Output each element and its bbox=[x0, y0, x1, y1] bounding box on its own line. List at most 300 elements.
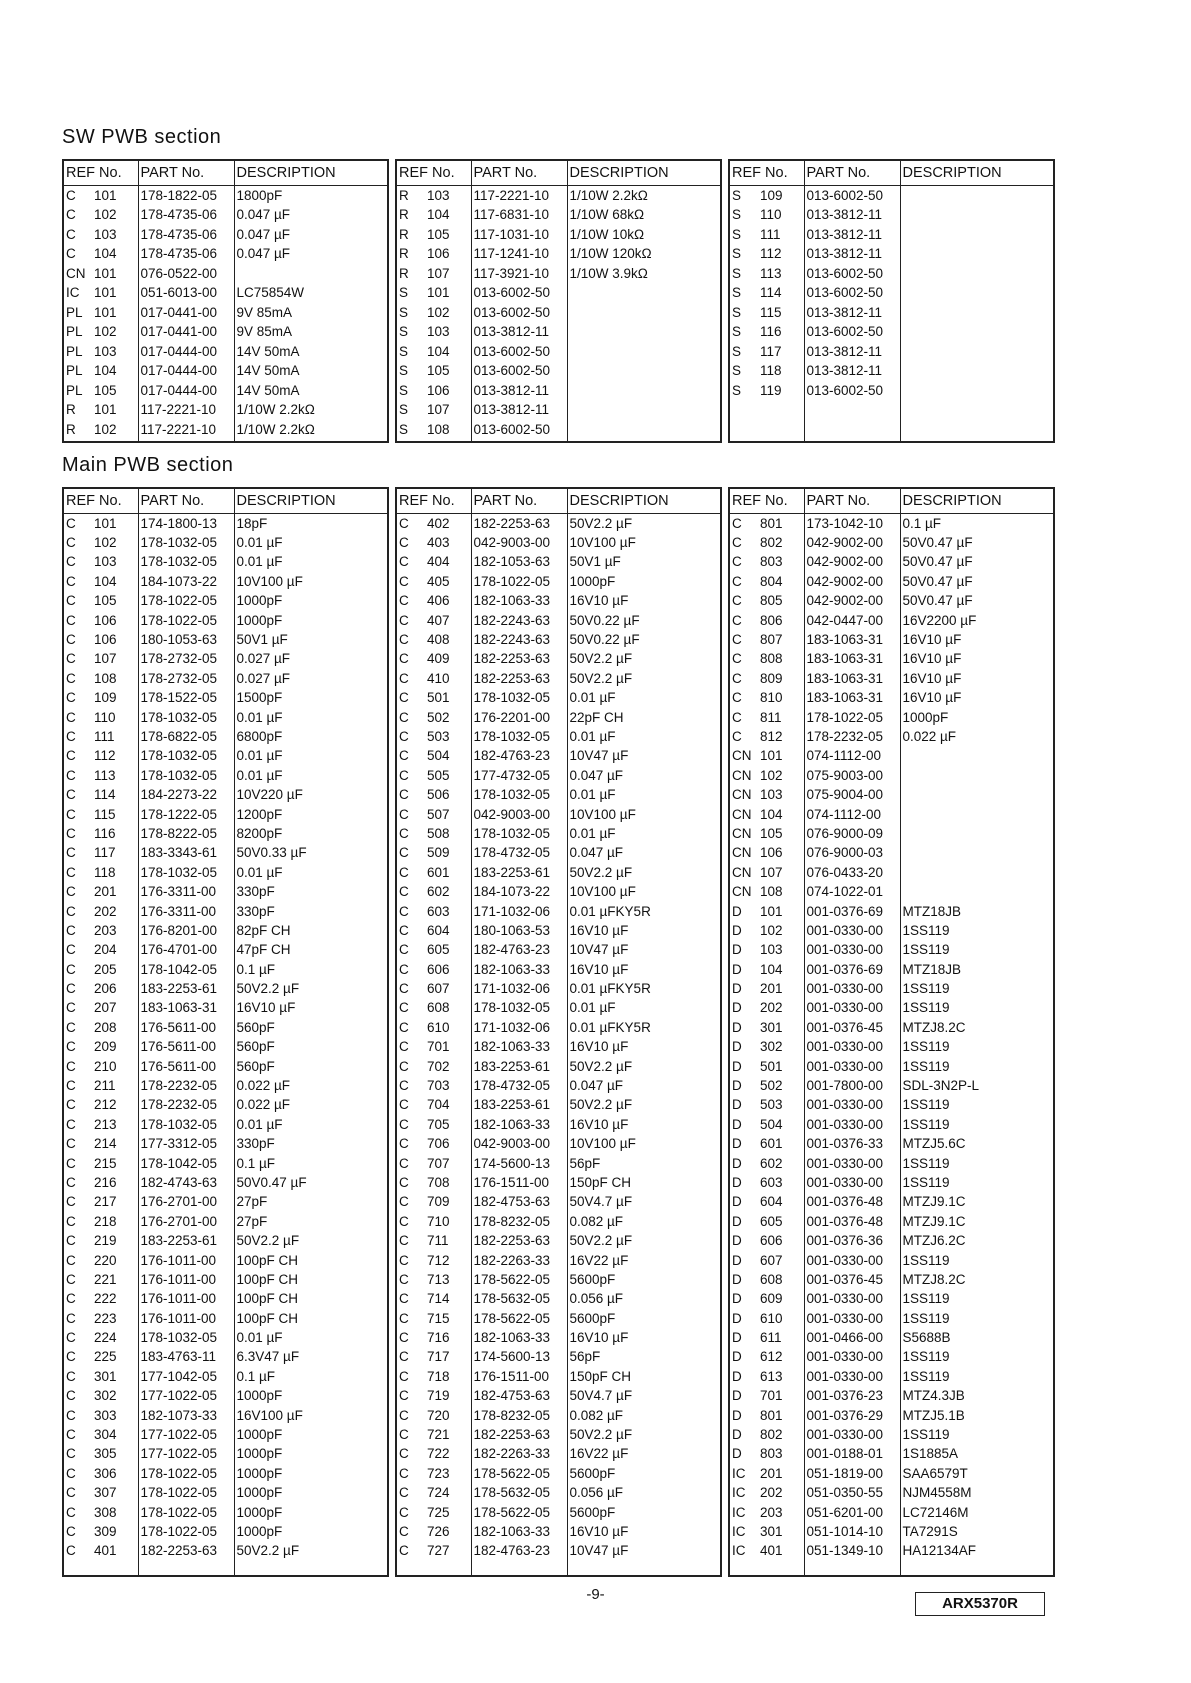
ref-no-cell bbox=[730, 630, 804, 649]
ref-prefix: C bbox=[66, 1427, 76, 1443]
part-no-cell: 178-5622-05 bbox=[471, 1464, 567, 1483]
part-no-cell: 042-9002-00 bbox=[804, 572, 900, 591]
part-no-cell: 001-0376-45 bbox=[804, 1018, 900, 1037]
description-cell: 1SS119 bbox=[902, 1252, 950, 1268]
table-row bbox=[730, 1328, 1053, 1347]
ref-prefix: D bbox=[732, 1252, 742, 1268]
table-row bbox=[730, 1231, 1053, 1250]
ref-no-cell bbox=[730, 1405, 804, 1424]
description-cell: 1SS119 bbox=[902, 1427, 950, 1443]
ref-number: 603 bbox=[427, 903, 450, 919]
part-no-cell: 076-9000-09 bbox=[804, 824, 900, 843]
table-row bbox=[64, 1153, 387, 1172]
ref-number: 501 bbox=[760, 1058, 783, 1074]
ref-prefix: C bbox=[66, 942, 76, 958]
ref-prefix: IC bbox=[732, 1524, 746, 1539]
ref-no-cell bbox=[397, 998, 471, 1017]
part-no-cell: 177-3312-05 bbox=[138, 1134, 234, 1153]
description-cell: 1000pF bbox=[236, 593, 283, 609]
description-cell bbox=[900, 843, 1053, 862]
ref-number: 113 bbox=[760, 265, 782, 281]
ref-no-cell bbox=[730, 1192, 804, 1211]
table-row bbox=[730, 1425, 1053, 1444]
table-row bbox=[397, 1037, 720, 1056]
ref-number: 606 bbox=[427, 961, 450, 977]
table-row bbox=[730, 843, 1053, 862]
table-row bbox=[397, 940, 720, 959]
description-cell: 0.022 µF bbox=[236, 1097, 291, 1113]
ref-no-cell bbox=[730, 1212, 804, 1231]
description-cell: 560pF bbox=[236, 1019, 275, 1035]
ref-number: 502 bbox=[427, 709, 450, 725]
ref-number: 809 bbox=[760, 670, 783, 686]
ref-no-cell bbox=[730, 727, 804, 746]
ref-no-cell bbox=[397, 1212, 471, 1231]
ref-no-cell bbox=[64, 1173, 138, 1192]
ref-number: 101 bbox=[94, 304, 117, 320]
description-cell: 27pF bbox=[236, 1213, 268, 1229]
table-row bbox=[730, 1464, 1053, 1483]
table-row bbox=[64, 1056, 387, 1075]
ref-number: 802 bbox=[760, 535, 783, 551]
ref-prefix: CN bbox=[732, 864, 752, 880]
part-no-cell: 178-5632-05 bbox=[471, 1289, 567, 1308]
ref-prefix: S bbox=[732, 324, 742, 340]
ref-number: 301 bbox=[760, 1019, 783, 1035]
description-cell: LC75854W bbox=[236, 285, 305, 301]
ref-number: 503 bbox=[427, 728, 450, 744]
ref-prefix: D bbox=[732, 1330, 742, 1346]
ref-prefix: S bbox=[732, 343, 742, 359]
ref-prefix: C bbox=[399, 612, 409, 628]
ref-number: 102 bbox=[760, 767, 783, 783]
table-row bbox=[397, 1076, 720, 1095]
sw-parts-table-2 bbox=[395, 159, 722, 443]
part-no-cell: 017-0444-00 bbox=[138, 381, 234, 401]
ref-no-cell bbox=[730, 1173, 804, 1192]
description-cell: 1SS119 bbox=[902, 1039, 950, 1055]
table-row bbox=[64, 882, 387, 901]
ref-prefix: C bbox=[399, 554, 409, 570]
part-no-cell: 013-6002-50 bbox=[804, 264, 900, 284]
table-row bbox=[397, 514, 720, 533]
description-cell: 0.1 µF bbox=[236, 1368, 276, 1384]
table-row bbox=[64, 1464, 387, 1483]
description-cell: 50V2.2 µF bbox=[236, 981, 300, 997]
ref-no-cell bbox=[397, 688, 471, 707]
ref-no-cell bbox=[730, 940, 804, 959]
table-row bbox=[730, 901, 1053, 920]
ref-number: 217 bbox=[94, 1194, 117, 1210]
ref-prefix: CN bbox=[732, 884, 752, 900]
ref-no-cell bbox=[397, 1095, 471, 1114]
ref-number: 103 bbox=[94, 343, 117, 359]
ref-prefix: C bbox=[399, 1174, 409, 1190]
ref-prefix: S bbox=[732, 363, 742, 379]
ref-no-cell bbox=[64, 1425, 138, 1444]
ref-prefix: C bbox=[399, 1252, 409, 1268]
table-row bbox=[397, 785, 720, 804]
table-row bbox=[397, 283, 720, 303]
description-cell: 330pF bbox=[236, 1136, 275, 1152]
ref-no-cell bbox=[730, 785, 804, 804]
ref-no-cell bbox=[64, 381, 138, 401]
part-no-header: PART No. bbox=[471, 161, 567, 186]
description-cell: 0.1 µF bbox=[902, 515, 942, 531]
ref-prefix: C bbox=[66, 632, 76, 648]
ref-no-cell bbox=[397, 824, 471, 843]
description-cell: 10V47 µF bbox=[569, 748, 629, 764]
part-no-cell: 171-1032-06 bbox=[471, 1018, 567, 1037]
ref-no-cell bbox=[64, 342, 138, 362]
ref-prefix: PL bbox=[66, 304, 83, 320]
ref-no-cell bbox=[730, 882, 804, 901]
ref-prefix: D bbox=[732, 1019, 742, 1035]
ref-no-cell bbox=[730, 1250, 804, 1269]
description-cell: MTZJ9.1C bbox=[902, 1194, 966, 1210]
part-no-cell: 075-9003-00 bbox=[804, 766, 900, 785]
table-row bbox=[397, 1134, 720, 1153]
part-no-cell: 184-2273-22 bbox=[138, 785, 234, 804]
ref-number: 712 bbox=[427, 1252, 450, 1268]
ref-prefix: C bbox=[66, 207, 76, 223]
table-row bbox=[730, 1192, 1053, 1211]
description-cell: 10V220 µF bbox=[236, 787, 303, 803]
description-cell: 0.01 µF bbox=[569, 825, 616, 841]
table-row bbox=[64, 322, 387, 342]
description-cell bbox=[900, 882, 1053, 901]
part-no-cell: 182-2243-63 bbox=[471, 610, 567, 629]
part-no-cell: 171-1032-06 bbox=[471, 979, 567, 998]
part-no-header: PART No. bbox=[471, 489, 567, 514]
ref-number: 709 bbox=[427, 1194, 450, 1210]
description-cell: 5600pF bbox=[569, 1504, 616, 1520]
table-row bbox=[397, 205, 720, 225]
ref-no-cell bbox=[730, 766, 804, 785]
part-no-cell: 013-3812-11 bbox=[471, 381, 567, 401]
ref-prefix: C bbox=[66, 1174, 76, 1190]
ref-number: 807 bbox=[760, 632, 783, 648]
table-row bbox=[730, 1289, 1053, 1308]
sw-parts-table-3 bbox=[728, 159, 1055, 443]
description-cell: 6800pF bbox=[236, 728, 283, 744]
part-no-cell: 182-2263-33 bbox=[471, 1444, 567, 1463]
ref-number: 224 bbox=[94, 1330, 117, 1346]
ref-prefix: C bbox=[66, 1097, 76, 1113]
part-no-cell: 182-4763-23 bbox=[471, 746, 567, 765]
ref-prefix: C bbox=[66, 1543, 76, 1559]
ref-number: 112 bbox=[760, 246, 782, 262]
ref-no-cell bbox=[730, 959, 804, 978]
ref-number: 723 bbox=[427, 1465, 450, 1481]
ref-no-cell bbox=[64, 630, 138, 649]
ref-prefix: R bbox=[399, 188, 409, 203]
ref-no-cell bbox=[397, 1483, 471, 1502]
ref-prefix: PL bbox=[66, 363, 83, 379]
table-row bbox=[64, 1095, 387, 1114]
part-no-cell: 182-2253-63 bbox=[471, 669, 567, 688]
ref-prefix: D bbox=[732, 1446, 742, 1462]
ref-prefix: C bbox=[399, 1485, 409, 1501]
ref-prefix: C bbox=[66, 922, 76, 938]
main-parts-table-2 bbox=[395, 487, 722, 1577]
ref-no-cell bbox=[64, 420, 138, 440]
description-cell: 16V10 µF bbox=[569, 1116, 629, 1132]
table-filler-row bbox=[730, 1561, 1053, 1575]
part-no-cell: 178-1032-05 bbox=[138, 552, 234, 571]
description-cell: MTZJ6.2C bbox=[902, 1233, 966, 1249]
part-no-cell: 182-1063-33 bbox=[471, 1328, 567, 1347]
ref-prefix: C bbox=[399, 1349, 409, 1365]
part-no-cell: 013-3812-11 bbox=[804, 205, 900, 225]
ref-no-cell bbox=[397, 863, 471, 882]
ref-prefix: CN bbox=[66, 265, 86, 281]
ref-prefix: C bbox=[399, 1271, 409, 1287]
table-row bbox=[64, 1212, 387, 1231]
ref-number: 503 bbox=[760, 1097, 783, 1113]
ref-no-cell bbox=[730, 1541, 804, 1560]
ref-prefix: C bbox=[399, 670, 409, 686]
part-no-cell: 001-0330-00 bbox=[804, 1367, 900, 1386]
ref-no-cell bbox=[397, 1386, 471, 1405]
ref-number: 101 bbox=[427, 285, 450, 301]
ref-prefix: C bbox=[399, 690, 409, 706]
table-row bbox=[397, 1405, 720, 1424]
description-cell: MTZ18JB bbox=[902, 903, 962, 919]
table-row bbox=[730, 361, 1053, 381]
description-cell: MTZJ9.1C bbox=[902, 1213, 966, 1229]
description-cell: 1000pF bbox=[236, 1504, 283, 1520]
ref-number: 219 bbox=[94, 1233, 117, 1249]
part-no-cell: 180-1063-53 bbox=[471, 921, 567, 940]
ref-prefix: CN bbox=[732, 806, 752, 822]
ref-no-cell bbox=[64, 1405, 138, 1424]
ref-number: 205 bbox=[94, 961, 117, 977]
main-parts-table-1 bbox=[62, 487, 389, 1577]
ref-prefix: C bbox=[66, 767, 76, 783]
table-row bbox=[397, 1309, 720, 1328]
table-row bbox=[64, 591, 387, 610]
part-no-cell: 178-2232-05 bbox=[138, 1095, 234, 1114]
ref-no-cell bbox=[397, 1192, 471, 1211]
table-row bbox=[730, 205, 1053, 225]
part-no-cell: 001-0376-69 bbox=[804, 901, 900, 920]
description-cell bbox=[567, 420, 720, 440]
sw-section-title: SW PWB section bbox=[62, 126, 222, 148]
part-no-cell: 013-6002-50 bbox=[471, 420, 567, 440]
ref-no-cell bbox=[64, 1056, 138, 1075]
table-row bbox=[64, 707, 387, 726]
ref-number: 212 bbox=[94, 1097, 117, 1113]
ref-number: 613 bbox=[760, 1368, 783, 1384]
ref-number: 401 bbox=[760, 1543, 783, 1559]
table-row bbox=[730, 1405, 1053, 1424]
ref-no-cell bbox=[730, 1367, 804, 1386]
ref-number: 701 bbox=[760, 1388, 783, 1404]
description-cell: 1SS119 bbox=[902, 1349, 950, 1365]
description-cell: 56pF bbox=[569, 1155, 601, 1171]
ref-number: 214 bbox=[94, 1136, 117, 1152]
description-cell: 1800pF bbox=[236, 188, 283, 203]
description-cell bbox=[900, 322, 1053, 342]
ref-no-cell bbox=[730, 824, 804, 843]
ref-no-cell bbox=[64, 610, 138, 629]
ref-no-cell bbox=[64, 843, 138, 862]
table-row bbox=[64, 979, 387, 998]
ref-number: 107 bbox=[427, 265, 450, 281]
ref-prefix: CN bbox=[732, 825, 752, 841]
ref-no-cell bbox=[397, 1076, 471, 1095]
description-cell: 50V2.2 µF bbox=[236, 1233, 300, 1249]
ref-no-cell bbox=[64, 959, 138, 978]
part-no-cell: 182-1063-33 bbox=[471, 1115, 567, 1134]
part-no-cell: 001-0466-00 bbox=[804, 1328, 900, 1347]
table-row bbox=[730, 264, 1053, 284]
description-cell: 18pF bbox=[236, 515, 268, 531]
part-no-cell: 001-0330-00 bbox=[804, 921, 900, 940]
ref-no-cell bbox=[64, 1522, 138, 1541]
description-cell: 16V10 µF bbox=[236, 1000, 296, 1016]
ref-number: 701 bbox=[427, 1039, 450, 1055]
ref-prefix: C bbox=[732, 709, 742, 725]
ref-prefix: C bbox=[66, 728, 76, 744]
ref-prefix: C bbox=[66, 1388, 76, 1404]
table-row bbox=[397, 649, 720, 668]
ref-number: 610 bbox=[427, 1019, 450, 1035]
ref-prefix: C bbox=[399, 515, 409, 531]
ref-prefix: C bbox=[399, 884, 409, 900]
table-filler-row bbox=[730, 400, 1053, 441]
ref-prefix: D bbox=[732, 1078, 742, 1094]
ref-number: 209 bbox=[94, 1039, 117, 1055]
ref-number: 722 bbox=[427, 1446, 450, 1462]
description-cell: 100pF CH bbox=[236, 1291, 299, 1307]
table-row bbox=[64, 186, 387, 206]
table-row bbox=[64, 381, 387, 401]
ref-number: 506 bbox=[427, 787, 450, 803]
ref-number: 716 bbox=[427, 1330, 450, 1346]
ref-number: 119 bbox=[760, 382, 782, 398]
table-filler-row bbox=[397, 439, 720, 441]
ref-prefix: PL bbox=[66, 382, 83, 398]
ref-prefix: C bbox=[66, 981, 76, 997]
ref-prefix: S bbox=[399, 421, 409, 437]
description-cell bbox=[900, 381, 1053, 401]
description-cell: 16V22 µF bbox=[569, 1252, 629, 1268]
ref-prefix: D bbox=[732, 1349, 742, 1365]
description-cell: 0.01 µF bbox=[236, 748, 283, 764]
ref-no-cell bbox=[64, 649, 138, 668]
part-no-cell: 042-0447-00 bbox=[804, 610, 900, 629]
ref-no-cell bbox=[64, 1483, 138, 1502]
description-cell: 5600pF bbox=[569, 1310, 616, 1326]
table-header-row bbox=[397, 489, 720, 514]
ref-no-cell bbox=[730, 514, 804, 533]
table-row bbox=[64, 244, 387, 264]
ref-no-cell bbox=[730, 921, 804, 940]
ref-prefix: C bbox=[66, 1504, 76, 1520]
ref-number: 222 bbox=[94, 1291, 117, 1307]
ref-no-cell bbox=[730, 1444, 804, 1463]
ref-prefix: C bbox=[66, 1039, 76, 1055]
ref-no-cell bbox=[64, 1347, 138, 1366]
table-row bbox=[730, 1173, 1053, 1192]
ref-prefix: C bbox=[399, 1465, 409, 1481]
table-row bbox=[64, 630, 387, 649]
part-no-cell: 001-0330-00 bbox=[804, 1250, 900, 1269]
description-cell: 10V100 µF bbox=[569, 1136, 636, 1152]
part-no-cell: 182-2253-63 bbox=[138, 1541, 234, 1560]
ref-no-cell bbox=[397, 381, 471, 401]
ref-prefix: C bbox=[399, 961, 409, 977]
ref-prefix: C bbox=[66, 535, 76, 551]
part-no-cell: 178-1032-05 bbox=[138, 863, 234, 882]
ref-number: 112 bbox=[94, 748, 116, 764]
ref-prefix: C bbox=[399, 845, 409, 861]
description-cell: 0.047 µF bbox=[236, 207, 291, 223]
ref-number: 101 bbox=[94, 515, 117, 531]
ref-no-cell bbox=[397, 785, 471, 804]
ref-no-cell bbox=[64, 1115, 138, 1134]
table-row bbox=[730, 186, 1053, 206]
ref-no-cell bbox=[64, 998, 138, 1017]
description-cell bbox=[900, 225, 1053, 245]
table-row bbox=[64, 225, 387, 245]
ref-prefix: C bbox=[66, 1368, 76, 1384]
main-parts-table-3 bbox=[728, 487, 1055, 1577]
ref-prefix: C bbox=[66, 903, 76, 919]
ref-no-cell bbox=[730, 1231, 804, 1250]
ref-no-cell bbox=[397, 1115, 471, 1134]
description-cell: 8200pF bbox=[236, 825, 283, 841]
description-cell: LC72146M bbox=[902, 1504, 969, 1520]
ref-no-cell bbox=[397, 205, 471, 225]
description-cell: 16V10 µF bbox=[902, 670, 962, 686]
part-no-header: PART No. bbox=[804, 489, 900, 514]
description-cell: 330pF bbox=[236, 884, 275, 900]
table-row bbox=[397, 186, 720, 206]
table-row bbox=[397, 361, 720, 381]
table-row bbox=[730, 1270, 1053, 1289]
ref-number: 223 bbox=[94, 1310, 117, 1326]
ref-no-cell bbox=[730, 244, 804, 264]
ref-number: 302 bbox=[760, 1039, 783, 1055]
table-row bbox=[64, 1134, 387, 1153]
table-row bbox=[397, 1367, 720, 1386]
ref-prefix: C bbox=[66, 1446, 76, 1462]
ref-prefix: S bbox=[399, 363, 409, 379]
part-no-cell: 178-1022-05 bbox=[138, 1522, 234, 1541]
description-cell: 9V 85mA bbox=[236, 304, 293, 320]
ref-number: 109 bbox=[94, 690, 117, 706]
description-cell bbox=[900, 785, 1053, 804]
ref-prefix: C bbox=[66, 864, 76, 880]
table-row bbox=[397, 707, 720, 726]
description-cell: 0.022 µF bbox=[236, 1078, 291, 1094]
description-cell: 0.047 µF bbox=[236, 226, 291, 242]
ref-number: 216 bbox=[94, 1174, 117, 1190]
part-no-cell: 117-2221-10 bbox=[138, 420, 234, 440]
ref-number: 114 bbox=[760, 285, 782, 301]
ref-prefix: C bbox=[66, 690, 76, 706]
ref-no-cell bbox=[730, 669, 804, 688]
part-no-cell: 178-1032-05 bbox=[138, 1115, 234, 1134]
ref-prefix: C bbox=[732, 515, 742, 531]
ref-no-cell bbox=[730, 533, 804, 552]
ref-number: 101 bbox=[760, 748, 783, 764]
ref-prefix: IC bbox=[66, 285, 80, 301]
ref-prefix: D bbox=[732, 1407, 742, 1423]
